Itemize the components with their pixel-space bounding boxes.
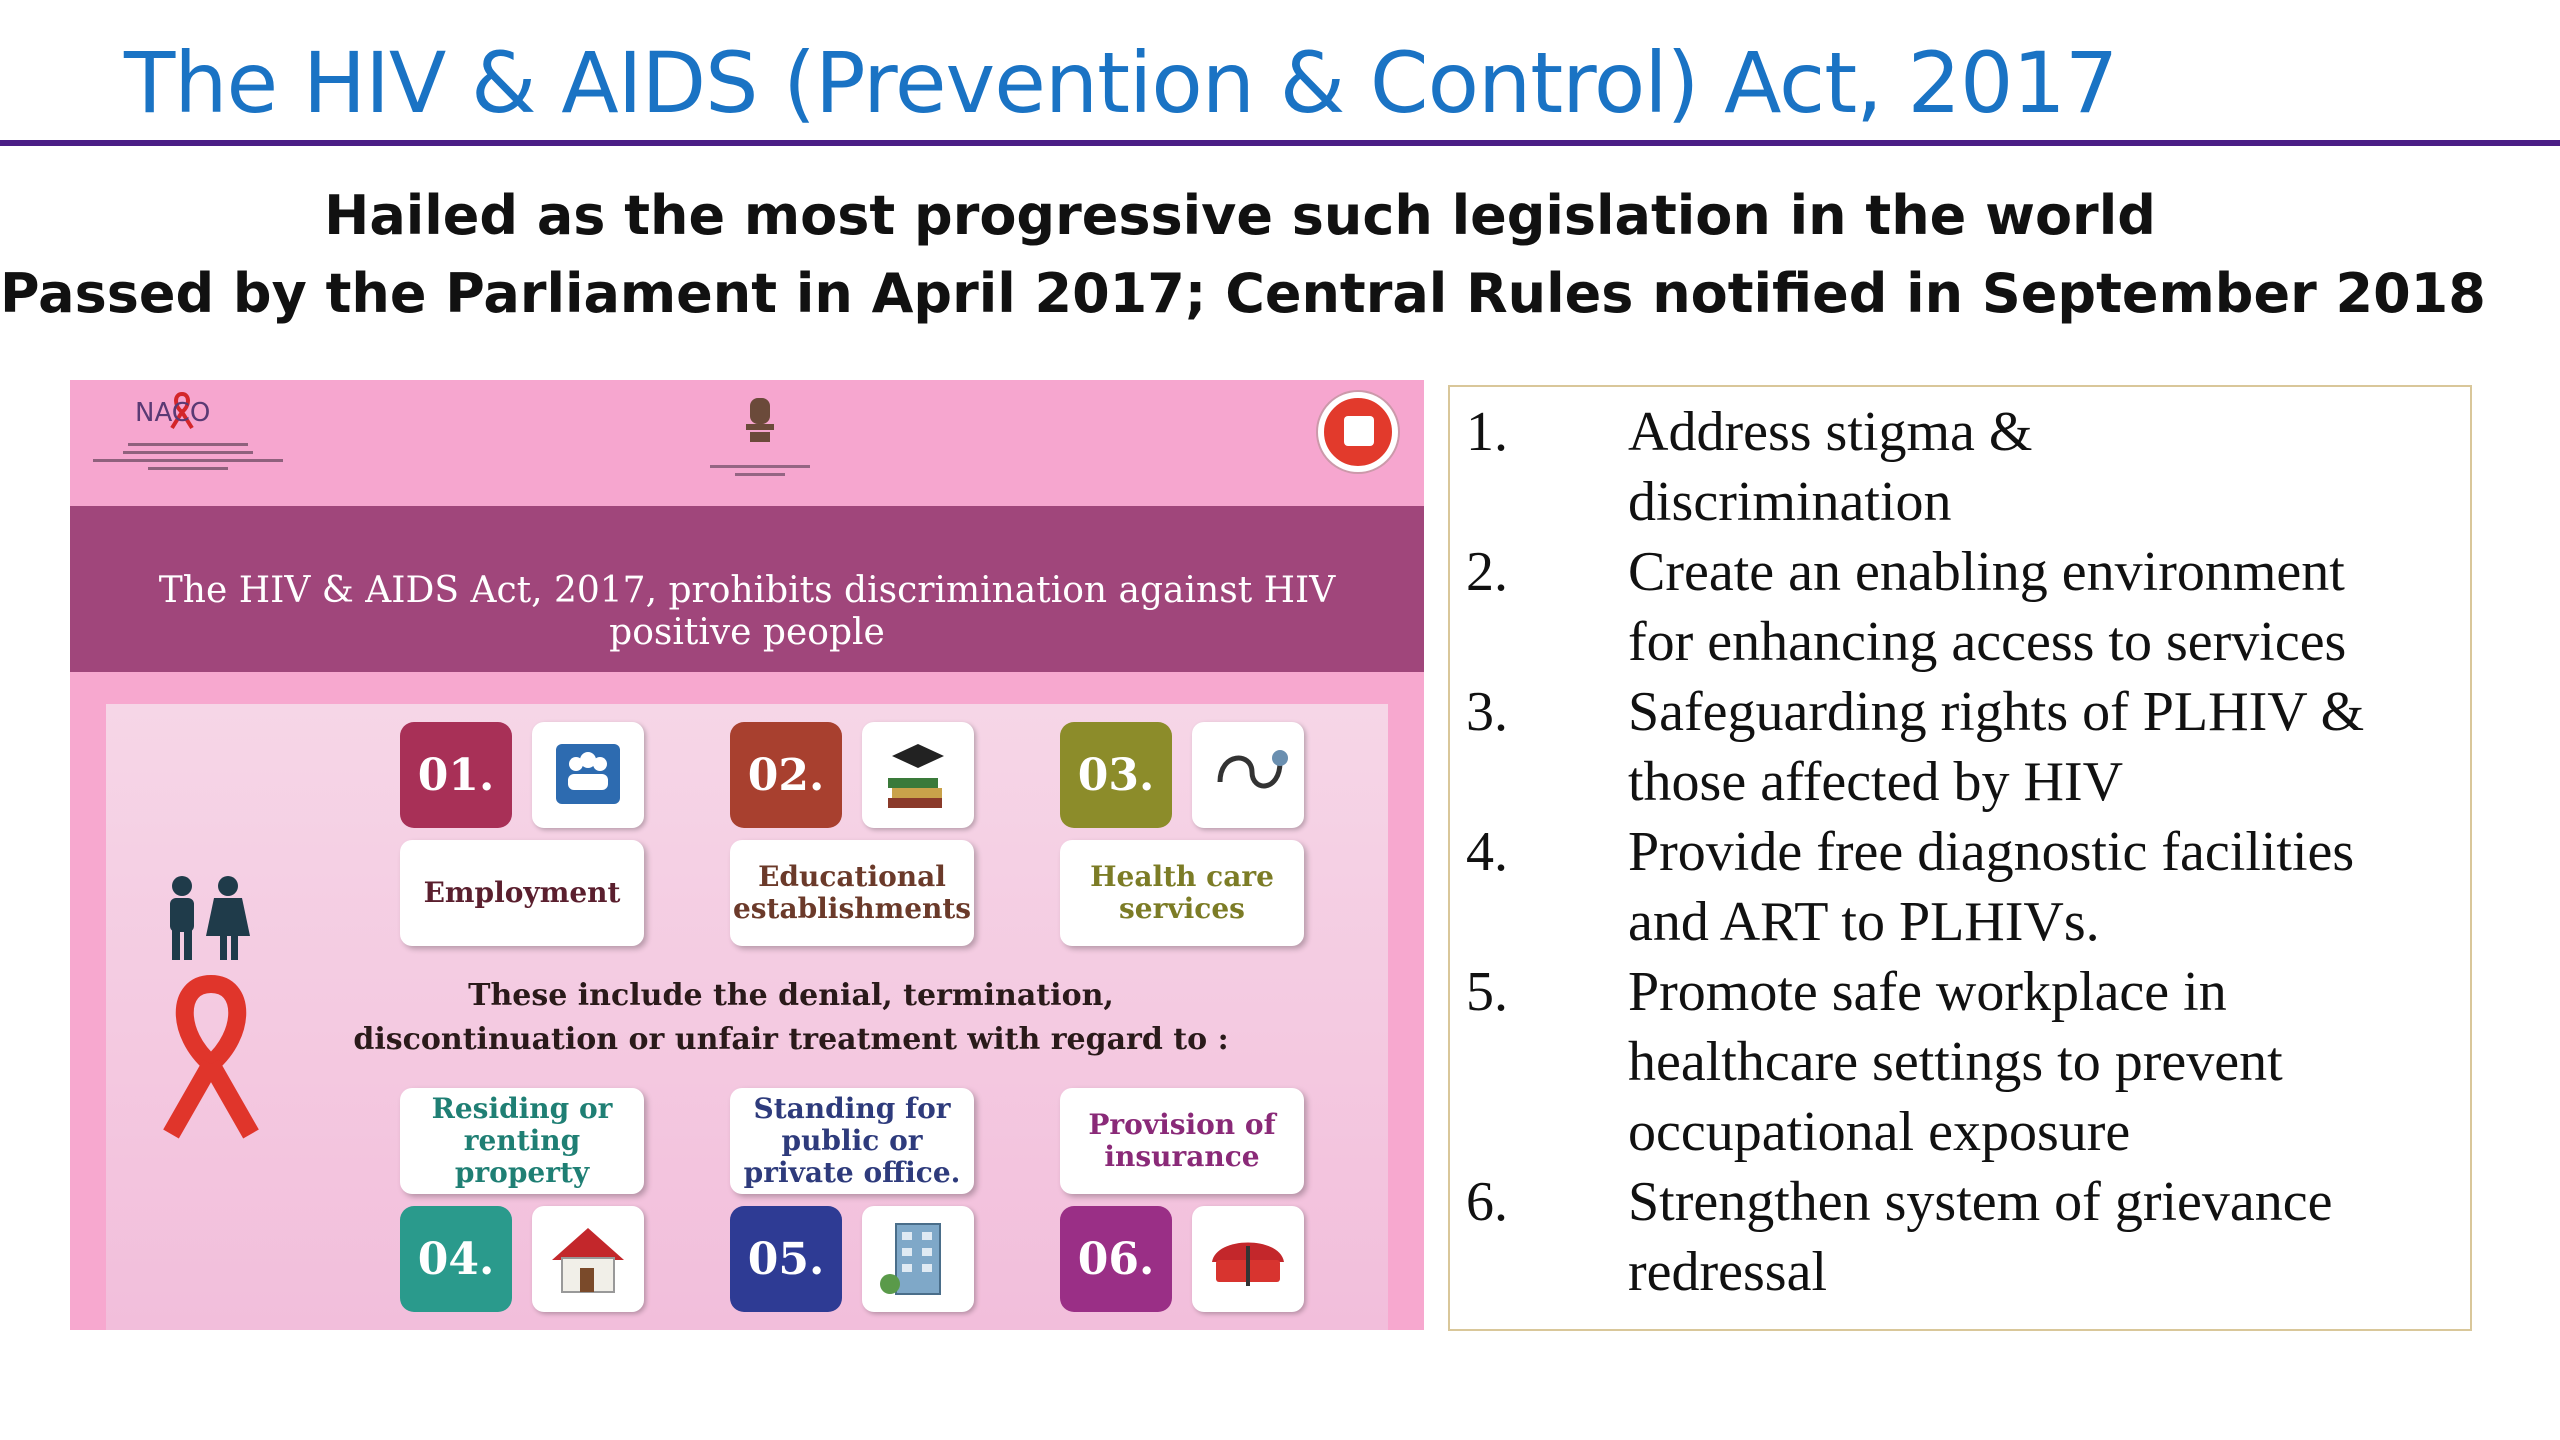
- card-number: 01.: [400, 722, 512, 828]
- list-text-line: and ART to PLHIVs.: [1628, 891, 2100, 953]
- list-text-line: for enhancing access to services: [1628, 611, 2347, 673]
- list-text: [1628, 677, 2458, 817]
- list-number: 6.: [1466, 1171, 1508, 1233]
- card-number: 04.: [400, 1206, 512, 1312]
- stethoscope-icon: [1192, 722, 1304, 828]
- naco-logo-text: NACO: [135, 398, 211, 428]
- banner-band: [70, 506, 1424, 672]
- list-text-line: those affected by HIV: [1628, 751, 2124, 813]
- card-label-line: Standing for: [753, 1092, 951, 1125]
- insurance-umbrella-icon-svg: [1192, 1206, 1304, 1312]
- middle-text: [286, 974, 1296, 1062]
- graduation-books-icon: [862, 722, 974, 828]
- card-number: 05.: [730, 1206, 842, 1312]
- house-icon-svg: [532, 1206, 644, 1312]
- title-rule: [0, 140, 2560, 146]
- subtitle-line-2: Passed by the Parliament in April 2017; Central Rules notified in September 2018: [0, 262, 2486, 325]
- card-label-line: insurance: [1104, 1140, 1260, 1173]
- banner-text: [70, 570, 1424, 654]
- list-text-line: Safeguarding rights of PLHIV &: [1628, 681, 2365, 743]
- employment-icon-svg: [532, 722, 644, 828]
- insurance-umbrella-icon: [1192, 1206, 1304, 1312]
- card-label-line: renting: [463, 1124, 581, 1157]
- card-health-care: [1060, 722, 1304, 944]
- list-text-line: Provide free diagnostic facilities: [1628, 821, 2355, 883]
- objectives-list: [1448, 385, 2472, 1331]
- list-text: [1628, 817, 2458, 957]
- list-text-line: redressal: [1628, 1241, 1828, 1303]
- infographic-header: [70, 380, 1424, 506]
- list-text: [1628, 957, 2458, 1167]
- card-label-line: Health care: [1090, 860, 1274, 893]
- card-label-line: Educational: [758, 860, 946, 893]
- card-label: [400, 1088, 644, 1194]
- card-number: 02.: [730, 722, 842, 828]
- list-text-line: Strengthen system of grievance: [1628, 1171, 2333, 1233]
- list-text: [1628, 397, 2458, 537]
- emblem-subtext-lines: [710, 460, 810, 481]
- people-icon: [150, 874, 260, 964]
- list-text: [1628, 1167, 2458, 1307]
- card-label: [400, 840, 644, 946]
- employment-icon: [532, 722, 644, 828]
- list-text-line: Address stigma &: [1628, 401, 2033, 463]
- banner-line-2: positive people: [609, 612, 885, 653]
- card-public-office: [730, 1088, 974, 1310]
- naco-logo: [80, 386, 280, 498]
- card-label-line: establishments: [732, 892, 972, 925]
- card-residing-property: [400, 1088, 644, 1310]
- list-number: 3.: [1466, 681, 1508, 743]
- graduation-books-icon-svg: [862, 722, 974, 828]
- list-text-line: healthcare settings to prevent: [1628, 1031, 2283, 1093]
- card-label: [1060, 840, 1304, 946]
- naco-subtext-lines: [88, 438, 288, 475]
- banner-line-1: The HIV & AIDS Act, 2017, prohibits discrimination against HIV: [158, 570, 1336, 611]
- list-text: [1628, 537, 2458, 677]
- national-emblem-logo: [710, 388, 810, 498]
- subtitle-line-1: Hailed as the most progressive such legislation in the world: [324, 184, 2156, 247]
- list-number: 2.: [1466, 541, 1508, 603]
- card-number: 06.: [1060, 1206, 1172, 1312]
- office-building-icon: [862, 1206, 974, 1312]
- card-label-line: Residing or: [431, 1092, 613, 1125]
- list-number: 5.: [1466, 961, 1508, 1023]
- middle-text-line-2: discontinuation or unfair treatment with regard to :: [353, 1022, 1229, 1057]
- card-label-line: services: [1119, 892, 1245, 925]
- card-label-line: property: [454, 1156, 590, 1189]
- card-label-line: public or: [781, 1124, 923, 1157]
- family-icon: [1344, 416, 1374, 446]
- infographic-panel: [70, 380, 1424, 1330]
- list-number: 1.: [1466, 401, 1508, 463]
- card-education: [730, 722, 974, 944]
- infographic-inner: [106, 704, 1388, 1330]
- card-insurance: [1060, 1088, 1304, 1310]
- card-label: [730, 840, 974, 946]
- card-number: 03.: [1060, 722, 1172, 828]
- card-label-line: Employment: [423, 876, 621, 909]
- house-icon: [532, 1206, 644, 1312]
- nhm-logo: [1318, 392, 1398, 472]
- card-label: [730, 1088, 974, 1194]
- lion-capital-icon: [740, 392, 780, 448]
- card-employment: [400, 722, 644, 944]
- list-text-line: discrimination: [1628, 471, 1952, 533]
- list-text-line: Create an enabling environment: [1628, 541, 2345, 603]
- slide-title: The HIV & AIDS (Prevention & Control) Act, 2017: [124, 34, 2118, 132]
- card-label-line: private office.: [743, 1156, 961, 1189]
- list-text-line: Promote safe workplace in: [1628, 961, 2227, 1023]
- stethoscope-icon-svg: [1192, 722, 1304, 828]
- card-label: [1060, 1088, 1304, 1194]
- office-building-icon-svg: [862, 1206, 974, 1312]
- red-ribbon-icon: [146, 974, 276, 1144]
- list-number: 4.: [1466, 821, 1508, 883]
- card-label-line: Provision of: [1088, 1108, 1276, 1141]
- list-text-line: occupational exposure: [1628, 1101, 2131, 1163]
- middle-text-line-1: These include the denial, termination,: [468, 978, 1114, 1013]
